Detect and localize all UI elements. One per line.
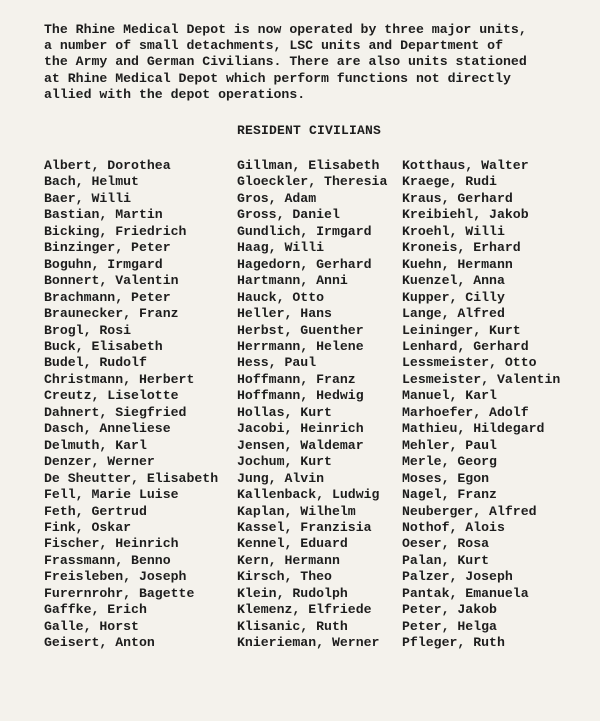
civilian-name: Moses, Egon <box>402 470 490 486</box>
civilian-name: Kassel, Franzisia <box>237 519 372 535</box>
civilian-name: Kroehl, Willi <box>402 223 505 239</box>
civilian-name: Hagedorn, Gerhard <box>237 256 372 272</box>
intro-paragraph <box>44 22 564 103</box>
intro-line: The Rhine Medical Depot is now operated by three major units, <box>44 22 527 37</box>
civilian-name: Kraege, Rudi <box>402 174 497 190</box>
civilian-name: Pfleger, Ruth <box>402 635 505 651</box>
civilian-name: Denzer, Werner <box>44 454 155 470</box>
civilian-name: Haag, Willi <box>237 240 325 256</box>
civilian-name: Jensen, Waldemar <box>237 437 364 453</box>
civilian-name: Kuehn, Hermann <box>402 256 513 272</box>
names-column-3 <box>402 158 560 652</box>
civilian-name: Palan, Kurt <box>402 552 490 568</box>
civilian-name: Kupper, Cilly <box>402 289 505 305</box>
civilian-name: Peter, Helga <box>402 618 497 634</box>
civilian-name: Neuberger, Alfred <box>402 503 537 519</box>
civilian-name: Herbst, Guenther <box>237 322 364 338</box>
civilian-name: Hess, Paul <box>237 355 317 371</box>
civilian-name: Gros, Adam <box>237 190 317 206</box>
civilian-name: Furernrohr, Bagette <box>44 585 195 601</box>
civilian-name: Hauck, Otto <box>237 289 325 305</box>
civilian-name: Albert, Dorothea <box>44 158 171 173</box>
civilian-name: Lenhard, Gerhard <box>402 338 529 354</box>
civilian-name: Hollas, Kurt <box>237 404 332 420</box>
civilian-name: Merle, Georg <box>402 454 497 470</box>
civilian-name: Freisleben, Joseph <box>44 569 187 585</box>
civilian-name: Nagel, Franz <box>402 487 497 503</box>
intro-line: a number of small detachments, LSC units and Department of <box>44 38 503 54</box>
civilian-name: Gundlich, Irmgard <box>237 223 372 239</box>
civilian-name: Kennel, Eduard <box>237 536 348 552</box>
civilian-name: De Sheutter, Elisabeth <box>44 470 219 486</box>
civilian-name: Binzinger, Peter <box>44 240 171 256</box>
civilian-name: Bach, Helmut <box>44 174 139 190</box>
civilian-name: Jung, Alvin <box>237 470 325 486</box>
civilian-name: Feth, Gertrud <box>44 503 147 519</box>
civilian-name: Gaffke, Erich <box>44 602 147 618</box>
civilian-name: Kroneis, Erhard <box>402 240 521 256</box>
civilian-name: Knierieman, Werner <box>237 635 380 651</box>
civilian-name: Herrmann, Helene <box>237 338 364 354</box>
civilian-name: Mehler, Paul <box>402 437 497 453</box>
civilian-name: Leininger, Kurt <box>402 322 521 338</box>
civilian-name: Creutz, Liselotte <box>44 388 179 404</box>
civilian-name: Lesmeister, Valentin <box>402 371 561 387</box>
civilian-name: Frassmann, Benno <box>44 552 171 568</box>
civilian-name: Oeser, Rosa <box>402 536 490 552</box>
civilian-name: Braunecker, Franz <box>44 306 179 322</box>
civilian-name: Boguhn, Irmgard <box>44 256 163 272</box>
intro-line: allied with the depot operations. <box>44 86 306 102</box>
intro-line: at Rhine Medical Depot which perform functions not directly <box>44 70 511 86</box>
civilian-name: Lange, Alfred <box>402 306 505 322</box>
civilian-name: Jacobi, Heinrich <box>237 421 364 437</box>
civilian-name: Pantak, Emanuela <box>402 585 529 601</box>
civilian-name: Brogl, Rosi <box>44 322 132 338</box>
civilian-name: Kern, Hermann <box>237 552 340 568</box>
civilian-name: Marhoefer, Adolf <box>402 404 529 420</box>
civilian-name: Bicking, Friedrich <box>44 223 187 239</box>
civilian-name: Nothof, Alois <box>402 519 505 535</box>
civilian-name: Kaplan, Wilhelm <box>237 503 356 519</box>
civilian-name: Budel, Rudolf <box>44 355 147 371</box>
civilian-name: Gloeckler, Theresia <box>237 174 388 190</box>
names-column-1 <box>44 158 218 652</box>
civilian-name: Lessmeister, Otto <box>402 355 537 371</box>
civilian-name: Kotthaus, Walter <box>402 158 529 173</box>
civilian-name: Klein, Rudolph <box>237 585 348 601</box>
civilian-name: Kuenzel, Anna <box>402 273 505 289</box>
civilian-name: Klisanic, Ruth <box>237 618 348 634</box>
civilian-name: Galle, Horst <box>44 618 139 634</box>
civilian-name: Fink, Oskar <box>44 519 132 535</box>
civilian-name: Kirsch, Theo <box>237 569 332 585</box>
civilian-name: Manuel, Karl <box>402 388 497 404</box>
civilian-name: Kraus, Gerhard <box>402 190 513 206</box>
civilian-name: Brachmann, Peter <box>44 289 171 305</box>
civilian-name: Jochum, Kurt <box>237 454 332 470</box>
civilian-name: Christmann, Herbert <box>44 371 195 387</box>
civilian-name: Fell, Marie Luise <box>44 487 179 503</box>
section-heading: RESIDENT CIVILIANS <box>236 123 382 138</box>
civilian-name: Dahnert, Siegfried <box>44 404 187 420</box>
civilian-name: Hartmann, Anni <box>237 273 348 289</box>
civilian-name: Kallenback, Ludwig <box>237 487 380 503</box>
civilian-name: Klemenz, Elfriede <box>237 602 372 618</box>
civilian-name: Hoffmann, Hedwig <box>237 388 364 404</box>
civilian-name: Baer, Willi <box>44 190 132 206</box>
civilian-name: Heller, Hans <box>237 306 332 322</box>
civilian-name: Geisert, Anton <box>44 635 155 651</box>
civilian-name: Buck, Elisabeth <box>44 338 163 354</box>
civilian-name: Peter, Jakob <box>402 602 497 618</box>
civilian-name: Fischer, Heinrich <box>44 536 179 552</box>
civilian-name: Gillman, Elisabeth <box>237 158 380 173</box>
civilian-name: Mathieu, Hildegard <box>402 421 545 437</box>
intro-line: the Army and German Civilians. There are also units stationed <box>44 54 527 70</box>
names-column-2 <box>237 158 387 652</box>
civilian-name: Bastian, Martin <box>44 207 163 223</box>
civilian-name: Gross, Daniel <box>237 207 340 223</box>
civilian-name: Dasch, Anneliese <box>44 421 171 437</box>
civilian-name: Delmuth, Karl <box>44 437 147 453</box>
civilian-name: Palzer, Joseph <box>402 569 513 585</box>
civilian-name: Hoffmann, Franz <box>237 371 356 387</box>
civilian-name: Kreibiehl, Jakob <box>402 207 529 223</box>
civilian-name: Bonnert, Valentin <box>44 273 179 289</box>
